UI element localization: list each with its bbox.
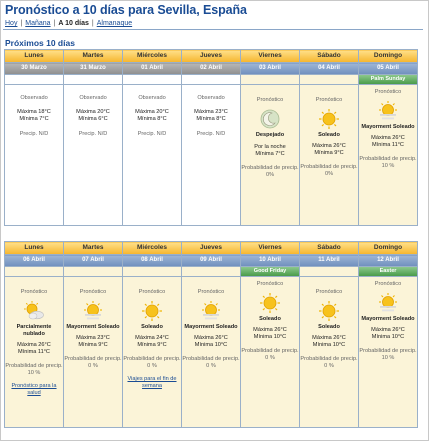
precip-value: 0% xyxy=(324,171,334,177)
min-temp: Mínima 10°C xyxy=(194,342,228,348)
date-header: 30 Marzo xyxy=(5,63,64,75)
sun-cloud-icon xyxy=(23,300,45,322)
day-name-header: Miércoles xyxy=(123,50,182,63)
sun-icon xyxy=(141,300,163,322)
precip-label: Probabilidad de precip. xyxy=(300,356,358,362)
max-temp: Máxima 23°C xyxy=(76,335,110,341)
nav-links xyxy=(5,20,132,27)
observed-label: Observado xyxy=(197,95,225,101)
day-name-header: Viernes xyxy=(241,242,300,255)
date-header: 07 Abril xyxy=(64,255,123,267)
precip-value: 10 % xyxy=(27,370,41,376)
precip-value: 10 % xyxy=(381,163,395,169)
day-name-header: Lunes xyxy=(5,50,64,63)
holiday-badge: Palm Sunday xyxy=(359,75,417,84)
precip-value: 0 % xyxy=(265,355,275,361)
max-temp: Máxima 18°C xyxy=(17,109,51,115)
week-1-table xyxy=(4,49,418,226)
day-name-header: Jueves xyxy=(182,50,241,63)
max-temp: Máxima 26°C xyxy=(312,143,346,149)
holiday-slot xyxy=(5,75,64,85)
observed-label: Observado xyxy=(138,95,166,101)
holiday-slot xyxy=(64,75,123,85)
day-cell-martes xyxy=(64,277,123,428)
nav-separator: | xyxy=(53,20,56,27)
precip-value: 0 % xyxy=(147,363,157,369)
day-cell-domingo xyxy=(359,85,418,226)
min-temp: Mínima 7°C xyxy=(255,151,285,157)
date-header: 02 Abril xyxy=(182,63,241,75)
min-temp: Mínima 10°C xyxy=(371,334,405,340)
day-name-header: Jueves xyxy=(182,242,241,255)
day-name-header: Viernes xyxy=(241,50,300,63)
day-name-header: Sábado xyxy=(300,242,359,255)
date-header: 09 Abril xyxy=(182,255,241,267)
max-temp: Máxima 20°C xyxy=(135,109,169,115)
holiday-slot xyxy=(359,267,418,277)
sun-icon xyxy=(259,292,281,314)
forecast-label: Pronóstico xyxy=(315,289,343,295)
condition-text: Despejado xyxy=(255,132,285,138)
holiday-slot xyxy=(182,267,241,277)
precip-label: Precip. N/D xyxy=(19,131,49,137)
precip-label: Probabilidad de precip. xyxy=(300,164,358,170)
day-cell-sábado xyxy=(300,85,359,226)
day-cell-viernes xyxy=(241,277,300,428)
condition-text: Mayorment Soleado xyxy=(361,316,415,322)
observed-label: Observado xyxy=(20,95,48,101)
holiday-slot xyxy=(123,75,182,85)
date-header: 08 Abril xyxy=(123,255,182,267)
page-title: Pronóstico a 10 días para Sevilla, España xyxy=(5,3,247,17)
min-temp: Mínima 9°C xyxy=(137,342,167,348)
holiday-slot xyxy=(300,75,359,85)
condition-text: Mayorment Soleado xyxy=(361,124,415,130)
forecast-label: Pronóstico xyxy=(256,281,284,287)
precip-value: 0 % xyxy=(324,363,334,369)
precip-label: Precip. N/D xyxy=(78,131,108,137)
forecast-label: Pronóstico xyxy=(374,281,402,287)
condition-text: Mayorment Soleado xyxy=(184,324,238,330)
holiday-slot xyxy=(123,267,182,277)
forecast-label: Pronóstico xyxy=(374,89,402,95)
divider xyxy=(3,29,423,30)
sun-icon xyxy=(318,300,340,322)
max-temp: Máxima 24°C xyxy=(135,335,169,341)
precip-value: 0% xyxy=(265,172,275,178)
precip-label: Probabilidad de precip. xyxy=(123,356,181,362)
min-temp: Mínima 9°C xyxy=(78,342,108,348)
nav-manana-link[interactable]: Mañana xyxy=(25,20,51,27)
min-temp: Mínima 7°C xyxy=(19,116,49,122)
holiday-slot xyxy=(5,267,64,277)
day-cell-domingo xyxy=(359,277,418,428)
day-cell-miércoles xyxy=(123,85,182,226)
nav-separator: | xyxy=(20,20,23,27)
precip-value: 0 % xyxy=(206,363,216,369)
weekend-travel-link[interactable]: Viajes para el fin de semana xyxy=(127,376,177,389)
date-header: 31 Marzo xyxy=(64,63,123,75)
min-temp: Mínima 11°C xyxy=(372,142,404,148)
day-cell-lunes xyxy=(5,85,64,226)
day-name-header: Sábado xyxy=(300,50,359,63)
condition-text: Parcialmente nublado xyxy=(16,324,52,337)
day-cell-miércoles xyxy=(123,277,182,428)
nav-separator: | xyxy=(91,20,94,27)
week-2-table xyxy=(4,241,418,428)
precip-label: Probabilidad de precip. xyxy=(241,165,299,171)
forecast-label: Pronóstico xyxy=(197,289,225,295)
observed-label: Observado xyxy=(79,95,107,101)
precip-label: Probabilidad de precip. xyxy=(359,156,417,162)
precip-value: 0 % xyxy=(88,363,98,369)
moon-clear-icon xyxy=(259,108,281,130)
date-header: 06 Abril xyxy=(5,255,64,267)
min-temp: Mínima 8°C xyxy=(137,116,167,122)
night-label: Por la noche xyxy=(254,144,286,150)
holiday-slot xyxy=(241,267,300,277)
sun-haze-icon xyxy=(200,300,222,322)
precip-label: Probabilidad de precip. xyxy=(359,348,417,354)
condition-text: Soleado xyxy=(318,132,340,138)
nav-hoy-link[interactable]: Hoy xyxy=(5,20,18,27)
day-cell-sábado xyxy=(300,277,359,428)
nav-almanaque-link[interactable]: Almanaque xyxy=(96,20,133,27)
precip-label: Probabilidad de precip. xyxy=(182,356,240,362)
date-header: 04 Abril xyxy=(300,63,359,75)
forecast-label: Pronóstico xyxy=(256,97,284,103)
precip-label: Probabilidad de precip. xyxy=(241,348,299,354)
sun-haze-icon xyxy=(377,292,399,314)
date-header: 03 Abril xyxy=(241,63,300,75)
max-temp: Máxima 26°C xyxy=(312,335,346,341)
holiday-slot xyxy=(182,75,241,85)
nav-current: A 10 días xyxy=(58,20,89,27)
section-title: Próximos 10 días xyxy=(5,38,75,48)
date-header: 12 Abril xyxy=(359,255,418,267)
forecast-label: Pronóstico xyxy=(138,289,166,295)
day-name-header: Miércoles xyxy=(123,242,182,255)
day-name-header: Lunes xyxy=(5,242,64,255)
holiday-slot xyxy=(359,75,418,85)
holiday-slot xyxy=(64,267,123,277)
precip-label: Precip. N/D xyxy=(196,131,226,137)
max-temp: Máxima 23°C xyxy=(194,109,228,115)
min-temp: Mínima 6°C xyxy=(78,116,108,122)
min-temp: Mínima 9°C xyxy=(314,150,344,156)
day-name-header: Domingo xyxy=(359,242,418,255)
condition-text: Soleado xyxy=(318,324,340,330)
sun-haze-icon xyxy=(82,300,104,322)
min-temp: Mínima 10°C xyxy=(253,334,287,340)
sun-icon xyxy=(318,108,340,130)
date-header: 01 Abril xyxy=(123,63,182,75)
day-cell-martes xyxy=(64,85,123,226)
day-cell-jueves xyxy=(182,277,241,428)
max-temp: Máxima 26°C xyxy=(17,342,51,348)
holiday-badge: Easter xyxy=(359,267,417,276)
holiday-slot xyxy=(300,267,359,277)
day-name-header: Domingo xyxy=(359,50,418,63)
precip-label: Precip. N/D xyxy=(137,131,167,137)
min-temp: Mínima 10°C xyxy=(312,342,346,348)
forecast-label: Pronóstico xyxy=(315,97,343,103)
forecast-label: Pronóstico xyxy=(20,289,48,295)
day-cell-lunes xyxy=(5,277,64,428)
health-forecast-link[interactable]: Pronóstico para la salud xyxy=(11,383,57,396)
min-temp: Mínima 8°C xyxy=(196,116,226,122)
precip-label: Probabilidad de precip. xyxy=(64,356,122,362)
holiday-slot xyxy=(241,75,300,85)
condition-text: Mayorment Soleado xyxy=(66,324,120,330)
precip-value: 10 % xyxy=(381,355,395,361)
max-temp: Máxima 26°C xyxy=(371,327,405,333)
max-temp: Máxima 26°C xyxy=(371,135,405,141)
day-cell-jueves xyxy=(182,85,241,226)
condition-text: Soleado xyxy=(141,324,163,330)
holiday-badge: Good Friday xyxy=(241,267,299,276)
day-name-header: Martes xyxy=(64,50,123,63)
max-temp: Máxima 26°C xyxy=(194,335,228,341)
day-name-header: Martes xyxy=(64,242,123,255)
precip-label: Probabilidad de precip. xyxy=(5,363,63,369)
forecast-label: Pronóstico xyxy=(79,289,107,295)
date-header: 05 Abril xyxy=(359,63,418,75)
min-temp: Mínima 11°C xyxy=(18,349,50,355)
date-header: 11 Abril xyxy=(300,255,359,267)
condition-text: Soleado xyxy=(259,316,281,322)
max-temp: Máxima 26°C xyxy=(253,327,287,333)
day-cell-viernes xyxy=(241,85,300,226)
date-header: 10 Abril xyxy=(241,255,300,267)
max-temp: Máxima 20°C xyxy=(76,109,110,115)
sun-haze-icon xyxy=(377,100,399,122)
